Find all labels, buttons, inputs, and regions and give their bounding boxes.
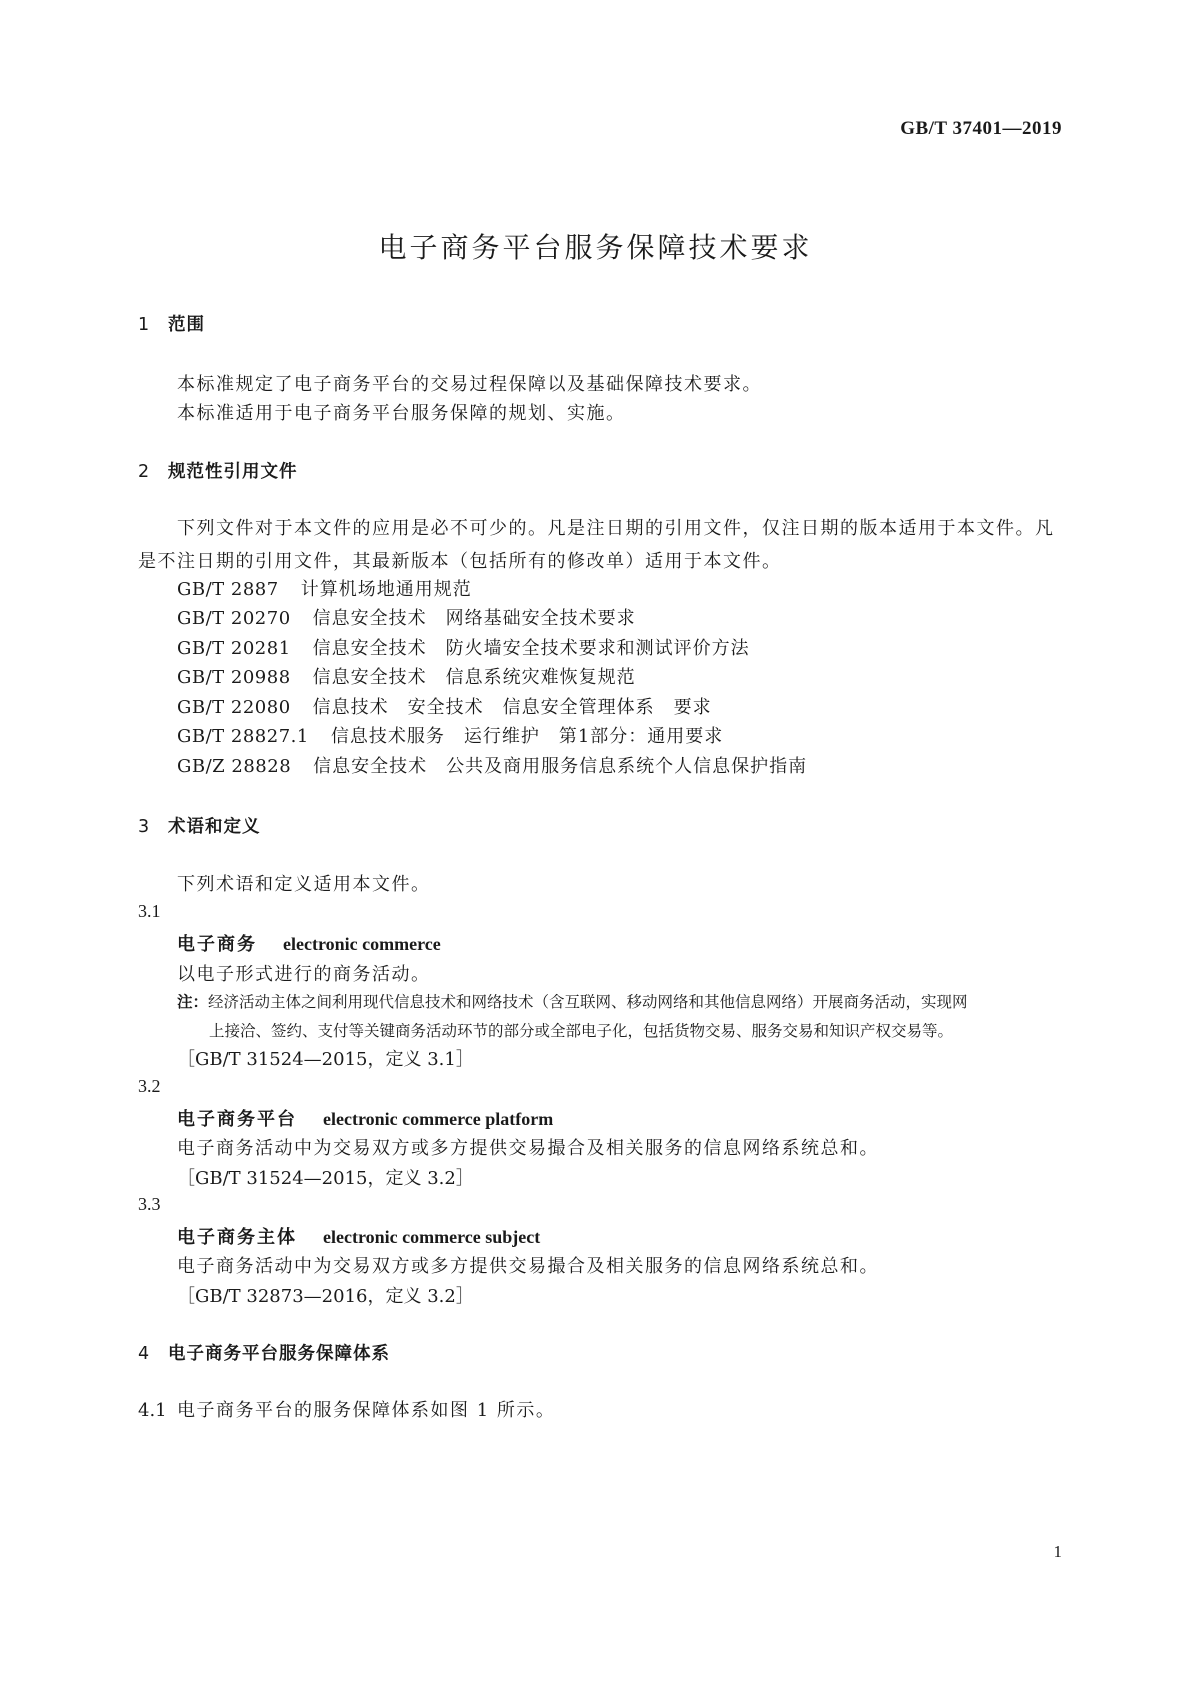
term-source: ［GB/T 31524—2015，定义 3.2］ [177,1168,474,1189]
reference-code: GB/T 28827.1 [177,726,309,747]
paragraph: 下列文件对于本文件的应用是必不可少的。凡是注日期的引用文件，仅注日期的版本适用于本文件。凡是不注日期的引用文件，其最新版本（包括所有的修改单）适用于本文件。 [138,518,1055,572]
paragraph: 下列术语和定义适用本文件。 [177,874,431,895]
term-definition: 以电子形式进行的商务活动。 [177,964,431,985]
term-chinese: 电子商务 [177,934,257,955]
note-text: 上接洽、签约、支付等关键商务活动环节的部分或全部电子化，包括货物交易、服务交易和知识产权交易等。 [209,1022,954,1040]
document-title: 电子商务平台服务保障技术要求 [378,231,813,264]
reference-title: 信息安全技术 信息系统灾难恢复规范 [312,667,636,688]
section-number: 4 [138,1344,151,1364]
section-4-heading [138,1340,390,1365]
paragraph: 本标准适用于电子商务平台服务保障的规划、实施。 [177,403,626,424]
note-tag: 注： [177,993,209,1011]
term-definition: 电子商务活动中为交易双方或多方提供交易撮合及相关服务的信息网络系统总和。 [177,1256,879,1277]
term-heading [177,1105,553,1131]
reference-item [177,693,712,719]
term-source: ［GB/T 31524—2015，定义 3.1］ [177,1049,474,1070]
reference-item [177,663,636,689]
section-number: 1 [138,315,151,335]
reference-title: 信息安全技术 网络基础安全技术要求 [312,608,636,629]
reference-code: GB/Z 28828 [177,756,292,777]
note-text: 经济活动主体之间利用现代信息技术和网络技术（含互联网、移动网络和其他信息网络）开展商务活动，实现网 [208,993,968,1011]
section-title: 电子商务平台服务保障体系 [168,1344,390,1364]
standard-code: GB/T 37401—2019 [900,118,1062,139]
section-title: 范围 [168,315,205,335]
term-number: 3.1 [138,901,161,921]
section-2-heading [138,458,298,483]
reference-code: GB/T 22080 [177,697,291,718]
term-english: electronic commerce [283,934,441,954]
term-number: 3.2 [138,1076,161,1096]
reference-item [177,722,723,748]
reference-title: 信息技术服务 运行维护 第1部分：通用要求 [330,726,724,747]
reference-code: GB/T 20270 [177,608,291,629]
subsection-text: 电子商务平台的服务保障体系如图 1 所示。 [177,1400,556,1421]
term-chinese: 电子商务平台 [177,1109,297,1130]
term-english: electronic commerce subject [323,1227,541,1247]
term-note [177,988,1047,1046]
reference-title: 信息安全技术 防火墙安全技术要求和测试评价方法 [312,638,750,659]
section-number: 3 [138,817,151,837]
reference-title: 信息安全技术 公共及商用服务信息系统个人信息保护指南 [313,756,808,777]
term-heading [177,930,441,956]
paragraph: 本标准规定了电子商务平台的交易过程保障以及基础保障技术要求。 [177,374,762,395]
subsection-number: 4.1 [138,1400,167,1421]
reference-title: 信息技术 安全技术 信息安全管理体系 要求 [312,697,712,718]
term-number: 3.3 [138,1194,161,1214]
section-title: 术语和定义 [168,817,261,837]
section-title: 规范性引用文件 [168,462,298,482]
reference-item [177,634,750,660]
reference-code: GB/T 2887 [177,579,279,600]
reference-title: 计算机场地通用规范 [300,579,472,600]
term-heading [177,1223,540,1249]
subsection-4-1 [138,1396,555,1422]
reference-item [177,575,472,601]
term-definition: 电子商务活动中为交易双方或多方提供交易撮合及相关服务的信息网络系统总和。 [177,1138,879,1159]
section-3-heading [138,813,261,838]
section-number: 2 [138,462,151,482]
reference-code: GB/T 20988 [177,667,291,688]
reference-code: GB/T 20281 [177,638,291,659]
term-source: ［GB/T 32873—2016，定义 3.2］ [177,1286,474,1307]
reference-item [177,604,636,630]
term-english: electronic commerce platform [323,1109,554,1129]
page-number: 1 [1053,1542,1062,1561]
reference-item [177,752,807,778]
section-1-heading [138,311,205,336]
term-chinese: 电子商务主体 [177,1227,297,1248]
